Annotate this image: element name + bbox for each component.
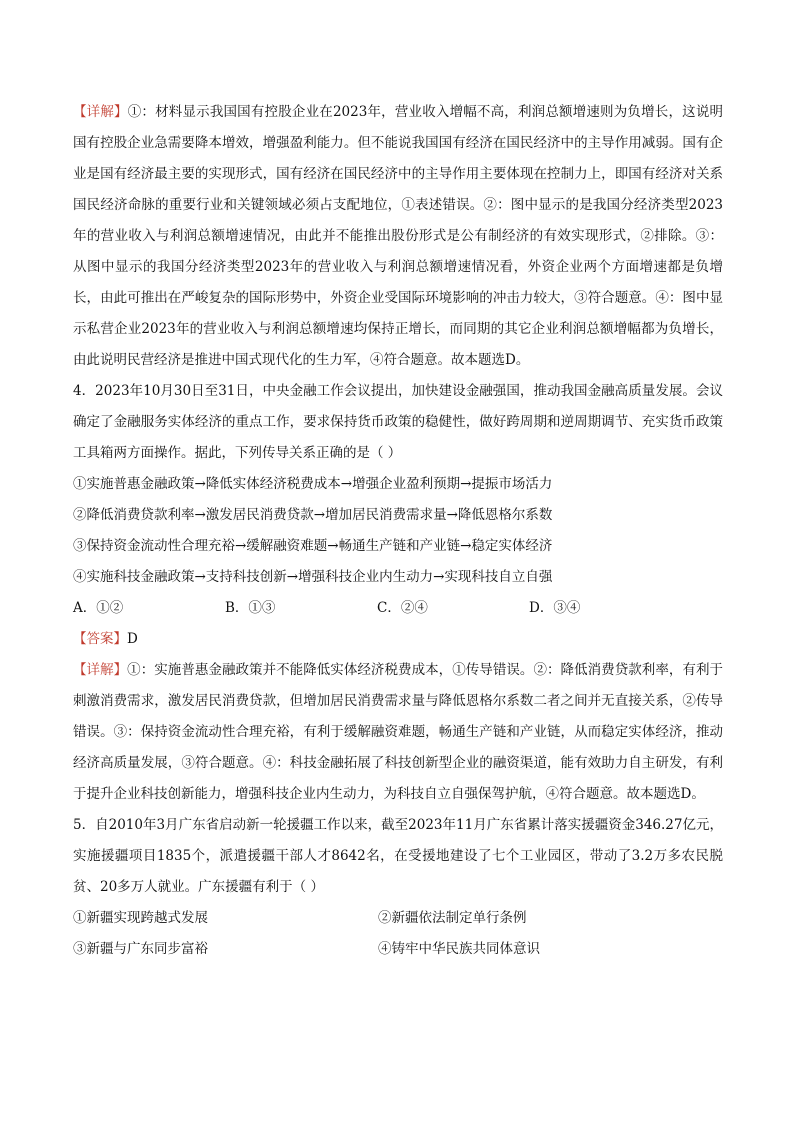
q4-item-1: ①实施普惠金融政策→降低实体经济税费成本→增强企业盈利预期→提振市场活力 xyxy=(73,476,553,492)
q4-answer-value: D xyxy=(127,631,138,647)
q4-stem: 4．2023年10月30日至31日，中央金融工作会议提出，加快建设金融强国，推动我国金融高质量发展。会议确定了金融服务实体经济的重点工作，要求保持货币政策的稳健性，做好跨周期和逆周期调节、充实货币政策工具箱两方面操作。据此，下列传导关系正确的是（ ） xyxy=(73,383,723,461)
q4-item-3: ③保持资金流动性合理充裕→缓解融资难题→畅通生产链和产业链→稳定实体经济 xyxy=(73,538,553,554)
q4-option-a: A．①② xyxy=(73,600,124,616)
answer-tag: 【答案】 xyxy=(73,631,127,647)
q4-option-c: C．②④ xyxy=(377,600,428,616)
detail-tag: 【详解】 xyxy=(73,104,128,120)
q4-answer xyxy=(73,624,723,655)
q4-option-b: B．①③ xyxy=(225,600,276,616)
q4-explanation xyxy=(73,655,723,810)
q5-stem: 5．自2010年3月广东省启动新一轮援疆工作以来，截至2023年11月广东省累计落实援疆资金346.27亿元，实施援疆项目1835个，派遣援疆干部人才8642名，在受援地建设了七个工业园区，带动了3.2万多农民脱贫、20多万人就业。广东援疆有利于（ ） xyxy=(73,817,723,895)
q5-item-3: ③新疆与广东同步富裕 xyxy=(73,941,208,957)
q3-explanation xyxy=(73,97,723,376)
q4-options xyxy=(73,593,723,624)
q5-item-1: ①新疆实现跨越式发展 xyxy=(73,910,208,926)
q3-explanation-text: ①：材料显示我国国有控股企业在2023年，营业收入增幅不高，利润总额增速则为负增长，这说明国有控股企业急需要降本增效，增强盈利能力。但不能说我国国有经济在国民经济中的主导作用减弱。国有企业是国有经济最主要的实现形式，国有经济在国民经济中的主导作用主要体现在控制力上，即国有经济对关系国民经济命脉的重要行业和关键领域必须占支配地位，①表述错误。②：图中显示的是我国分经济类型2023年的营业收入与利润总额增速情况，由此并不能推出股份形式是公有制经济的有效实现形式，②排除。③： 从图中显示的我国分经济类型2023年的营业收入与利润总额增速情况看，外资企业两个方面增速都是负增长，由此可推出在严峻复杂的国际形势中，外资企业受国际环境影响的冲击力较大，③符合题意。④：图中显示私营企业2023年的营业收入与利润总额增速均保持正增长，而同期的其它企业利润总额增幅都为负增长，由此说明民营经济是推进中国式现代化的生力军，④符合题意。故本题选D。 xyxy=(73,104,724,368)
document-content xyxy=(73,97,723,965)
q5-item-2: ②新疆依法制定单行条例 xyxy=(378,910,527,926)
q5-items xyxy=(73,903,723,965)
q5-item-4: ④铸牢中华民族共同体意识 xyxy=(378,941,540,957)
q4-explanation-text: ①：实施普惠金融政策并不能降低实体经济税费成本，①传导错误。②：降低消费贷款利率，有利于刺激消费需求，激发居民消费贷款，但增加居民消费需求量与降低恩格尔系数二者之间并无直接关系，②传导错误。③：保持资金流动性合理充裕，有利于缓解融资难题，畅通生产链和产业链，从而稳定实体经济，推动经济高质量发展，③符合题意。④：科技金融拓展了科技创新型企业的融资渠道，能有效助力自主研发，有利于提升企业科技创新能力，增强科技企业内生动力，为科技自立自强保驾护航，④符合题意。故本题选D。 xyxy=(73,662,724,802)
q4-item-2: ②降低消费贷款利率→激发居民消费贷款→增加居民消费需求量→降低恩格尔系数 xyxy=(73,507,553,523)
detail-tag: 【详解】 xyxy=(73,662,128,678)
q4-item-4: ④实施科技金融政策→支持科技创新→增强科技企业内生动力→实现科技自立自强 xyxy=(73,569,553,585)
q4-option-d: D．③④ xyxy=(529,600,581,616)
